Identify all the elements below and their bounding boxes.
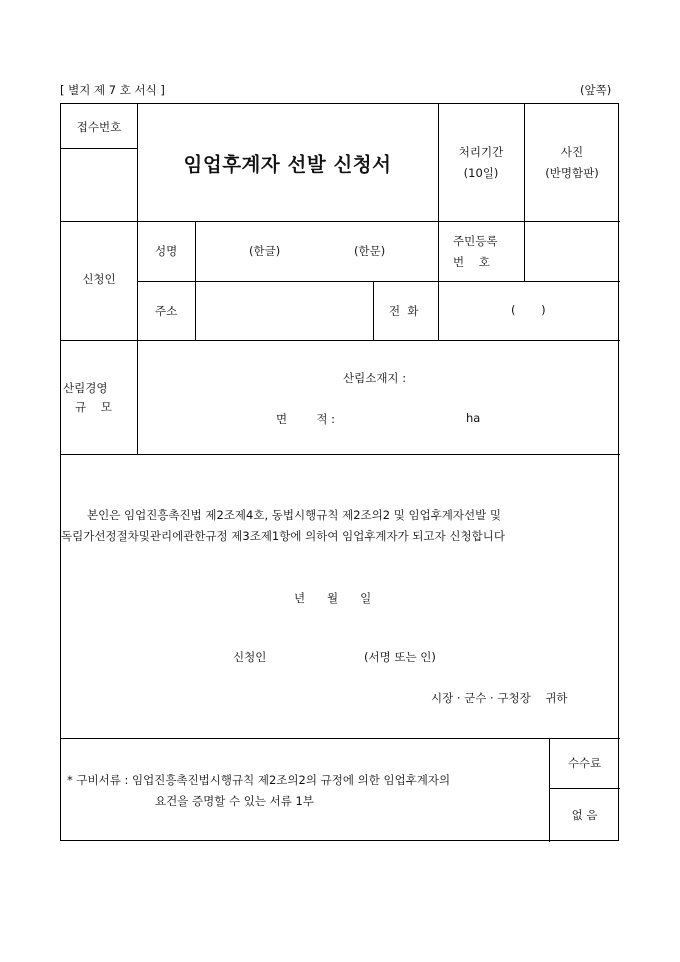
divider xyxy=(137,340,138,454)
forest-scale-label: 산림경영 xyxy=(63,381,108,395)
required-documents-line-1: * 구비서류 : 임업진흥촉진법시행규칙 제2조의2의 규정에 의한 임업후계자의 xyxy=(67,773,451,787)
divider xyxy=(137,104,138,340)
fee-label: 수수료 xyxy=(567,756,602,770)
divider xyxy=(61,454,620,455)
rrn-label-2: 번 호 xyxy=(453,255,490,269)
divider xyxy=(61,148,137,149)
application-date[interactable]: 년 월 일 xyxy=(294,591,372,605)
divider xyxy=(438,104,439,340)
divider xyxy=(549,738,550,842)
application-form xyxy=(60,103,619,841)
divider xyxy=(373,281,374,340)
forest-scale-label-2: 규 모 xyxy=(75,400,112,414)
required-documents-line-2: 요건을 증명할 수 있는 서류 1부 xyxy=(155,794,314,808)
applicant-label: 신청인 xyxy=(82,272,116,286)
forest-location-label[interactable]: 산림소재지 : xyxy=(343,371,407,385)
signature-field[interactable]: (서명 또는 인) xyxy=(364,650,436,664)
name-hanja-field[interactable]: (한문) xyxy=(354,244,386,258)
name-korean-field[interactable]: (한글) xyxy=(249,244,281,258)
divider xyxy=(61,340,620,341)
page-side: (앞쪽) xyxy=(580,83,612,97)
address-field[interactable] xyxy=(196,282,372,339)
addressee: 시장 · 군수 · 구청장 귀하 xyxy=(431,691,568,705)
photo-note: (반명함판) xyxy=(545,166,599,180)
processing-period-value: (10일) xyxy=(463,166,499,180)
form-title: 임업후계자 선발 신청서 xyxy=(183,153,392,176)
form-number: [ 별지 제 7 호 서식 ] xyxy=(60,83,165,97)
rrn-label: 주민등록 xyxy=(453,234,498,248)
signer-label: 신청인 xyxy=(233,650,267,664)
processing-period-label: 처리기간 xyxy=(458,145,504,159)
receipt-number-field[interactable] xyxy=(61,164,137,220)
phone-label: 전 화 xyxy=(389,304,419,318)
fee-value: 없 음 xyxy=(571,808,598,822)
address-label: 주소 xyxy=(155,304,178,318)
divider xyxy=(549,788,620,789)
name-label: 성명 xyxy=(155,244,178,258)
statement-line-2: 독림가선정절차및관리에관한규정 제3조제1항에 의하여 임업후계자가 되고자 신청합니다 xyxy=(61,529,505,543)
statement-line-1: 본인은 임업진흥촉진법 제2조제4호, 동법시행규칙 제2조의2 및 임업후계자선발 및 xyxy=(87,508,501,522)
divider xyxy=(61,738,620,739)
phone-field[interactable]: ( ) xyxy=(511,303,546,317)
area-unit: ha xyxy=(466,411,481,425)
forest-area-label[interactable]: 면 적 : xyxy=(276,412,335,426)
photo-label: 사진 xyxy=(560,145,584,159)
receipt-number-label: 접수번호 xyxy=(76,120,122,134)
rrn-field[interactable] xyxy=(525,222,619,280)
